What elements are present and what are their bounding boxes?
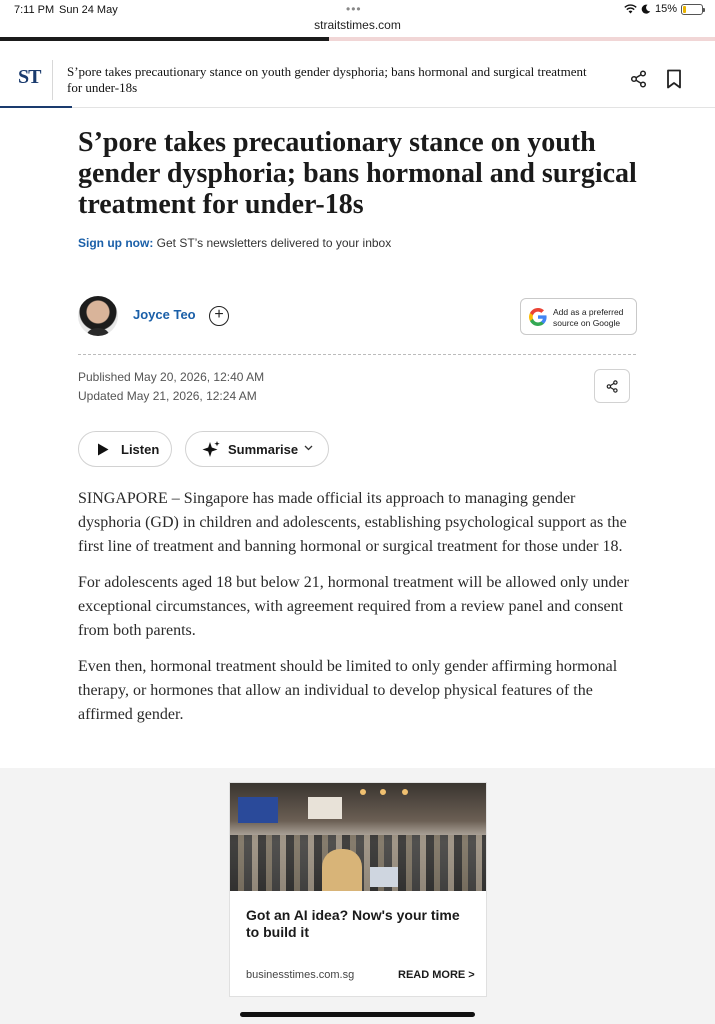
play-icon: [97, 443, 109, 456]
ad-zone: [0, 768, 715, 1024]
author-name[interactable]: Joyce Teo: [133, 307, 196, 322]
article-paragraph: For adolescents aged 18 but below 21, hormonal treatment will be allowed only under exceptional circumstances, with agreement required from a review panel and consent from both parents.: [78, 574, 629, 639]
article-title: S’pore takes precautionary stance on youth gender dysphoria; bans hormonal and surgical treatment for under-18s: [78, 127, 637, 220]
status-date: Sun 24 May: [59, 4, 118, 16]
article-dates: [78, 368, 264, 406]
dashed-divider: [78, 354, 636, 355]
published-date: Published May 20, 2026, 12:40 AM: [78, 370, 265, 384]
moon-icon: [641, 4, 651, 14]
listen-button[interactable]: [78, 431, 172, 467]
google-g-icon: [528, 307, 548, 327]
st-logo[interactable]: ST: [18, 66, 41, 88]
google-line-1: Add as a preferred: [553, 307, 624, 317]
signup-link[interactable]: Sign up now:: [78, 236, 154, 250]
ad-image-laptop: [370, 867, 398, 887]
google-preferred-source-button[interactable]: [520, 298, 637, 335]
wifi-icon: [624, 4, 637, 14]
battery-percent: 15%: [654, 3, 677, 15]
article-body: [78, 487, 638, 739]
battery-icon: [681, 4, 703, 15]
battery-level: [683, 6, 686, 13]
share-icon: [606, 380, 619, 393]
ad-image-light: [402, 789, 408, 795]
bookmark-icon[interactable]: [666, 69, 682, 89]
ad-image-light: [360, 789, 366, 795]
ad-image-person: [322, 849, 362, 891]
article-paragraph: Even then, hormonal treatment should be limited to only gender affirming hormonal therapy, or hormones that allow an individual to develop physical features of the affirmed gender.: [78, 658, 618, 723]
ad-title[interactable]: Got an AI idea? Now's your time to build it: [246, 907, 460, 940]
sparkle-icon: [201, 440, 221, 460]
article-share-button[interactable]: [594, 369, 630, 403]
listen-label: Listen: [121, 442, 160, 457]
header-accent-line: [0, 106, 72, 108]
follow-author-plus-icon[interactable]: +: [209, 306, 229, 326]
google-button-text: [553, 307, 623, 329]
ad-source: businesstimes.com.sg: [246, 969, 355, 981]
home-indicator[interactable]: [240, 1012, 475, 1017]
sticky-header: [0, 52, 715, 108]
reading-progress-fill: [0, 37, 329, 41]
multitask-dots-icon[interactable]: •••: [346, 2, 362, 16]
updated-date: Updated May 21, 2026, 12:24 AM: [78, 389, 257, 403]
status-time: 7:11 PM: [14, 4, 55, 16]
summarise-button[interactable]: [185, 431, 329, 467]
reading-progress: [0, 37, 715, 41]
url-bar[interactable]: straitstimes.com: [314, 18, 401, 32]
ad-image-light: [380, 789, 386, 795]
summarise-label: Summarise: [228, 442, 299, 457]
ad-image-screen: [238, 797, 278, 823]
chevron-down-icon: [304, 445, 313, 451]
header-divider: [52, 60, 53, 100]
ad-read-more-link[interactable]: READ MORE >: [398, 969, 475, 981]
ad-card[interactable]: [229, 782, 487, 997]
google-line-2: source on Google: [553, 318, 621, 328]
author-avatar[interactable]: [78, 296, 118, 336]
article-paragraph: SINGAPORE – Singapore has made official its approach to managing gender dysphoria (GD) in children and adolescents, establishing psychological support as the first line of treatment and banning hormonal or surgical treatment for those under 18.: [78, 490, 627, 555]
ad-image-screen: [308, 797, 342, 819]
author-row: [78, 296, 638, 338]
status-right: [624, 3, 703, 15]
ad-image[interactable]: [230, 783, 486, 891]
share-icon[interactable]: [630, 70, 648, 88]
signup-text: Get ST’s newsletters delivered to your inbox: [153, 236, 392, 250]
newsletter-signup[interactable]: [78, 236, 391, 250]
header-headline: S’pore takes precautionary stance on youth gender dysphoria; bans hormonal and surgical treatment for under-18s: [67, 64, 587, 95]
